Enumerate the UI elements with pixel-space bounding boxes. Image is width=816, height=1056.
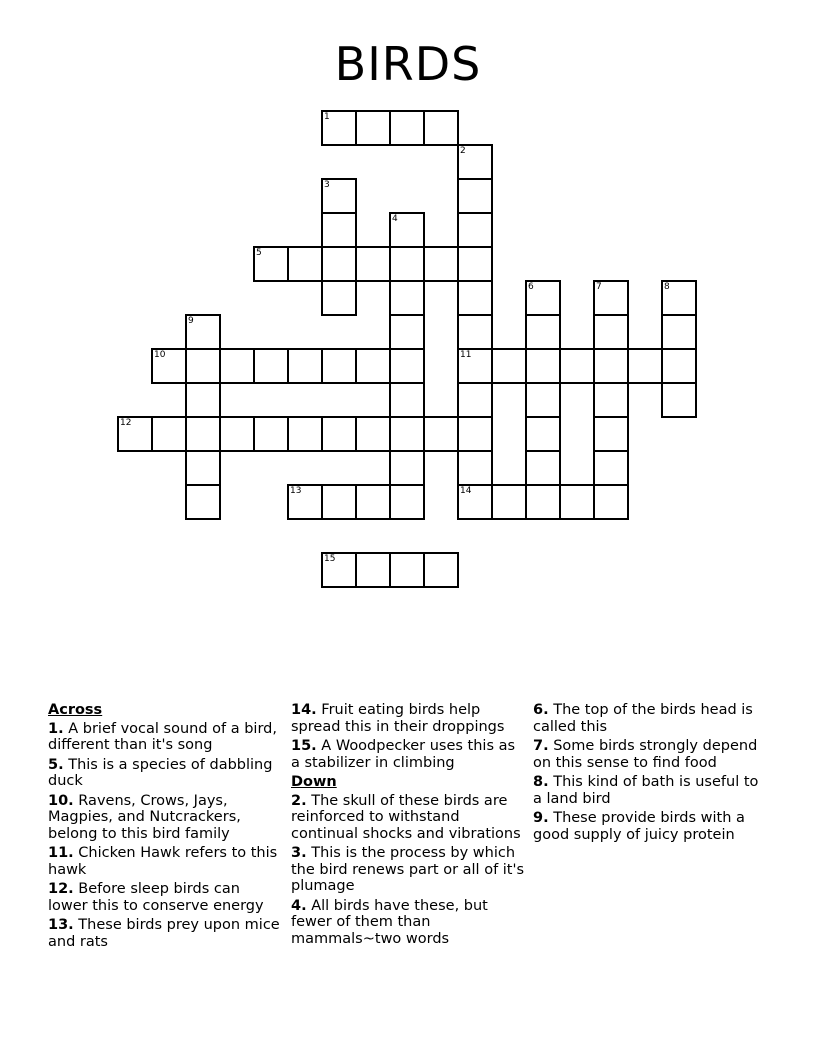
- clue-text: All birds have these, but fewer of them than mammals~two words: [291, 897, 488, 947]
- clue-number: 5: [256, 248, 262, 258]
- grid-cell[interactable]: [118, 417, 152, 451]
- clue-item: [291, 845, 527, 895]
- grid-cell[interactable]: [526, 281, 560, 315]
- grid-cell[interactable]: [322, 111, 356, 145]
- clue-text: Fruit eating birds help spread this in their droppings: [291, 702, 505, 735]
- grid-cell[interactable]: [322, 281, 356, 315]
- clue-text: A brief vocal sound of a bird, different than it's song: [48, 720, 277, 753]
- clue-number: 12: [120, 418, 132, 428]
- clue-number: 15: [324, 554, 336, 564]
- grid-cell[interactable]: [322, 417, 356, 451]
- grid-cell[interactable]: [526, 349, 560, 383]
- grid-cell[interactable]: [560, 485, 594, 519]
- grid-cell[interactable]: [594, 315, 628, 349]
- grid-cell[interactable]: [186, 417, 220, 451]
- grid-cell[interactable]: [458, 451, 492, 485]
- grid-cell[interactable]: [322, 349, 356, 383]
- grid-cell[interactable]: [288, 349, 322, 383]
- clue-text: This is a species of dabbling duck: [48, 756, 273, 789]
- grid-cell[interactable]: [560, 349, 594, 383]
- grid-cell[interactable]: [390, 247, 424, 281]
- grid-cell[interactable]: [458, 247, 492, 281]
- grid-cell[interactable]: [594, 281, 628, 315]
- grid-cell[interactable]: [662, 281, 696, 315]
- clue-item: [48, 845, 284, 878]
- clue-number: 2: [460, 146, 466, 156]
- clue-number: 10: [154, 350, 166, 360]
- clue-number-label: 8.: [533, 774, 549, 790]
- clue-number-label: 13.: [48, 917, 74, 933]
- clue-text: These birds prey upon mice and rats: [48, 917, 280, 950]
- grid-cell[interactable]: [458, 213, 492, 247]
- grid-cell[interactable]: [390, 383, 424, 417]
- clue-number: 8: [664, 282, 670, 292]
- grid-cell[interactable]: [186, 349, 220, 383]
- clue-number: 1: [324, 112, 330, 122]
- grid-cell[interactable]: [186, 383, 220, 417]
- grid-cell[interactable]: [356, 485, 390, 519]
- clue-text: The top of the birds head is called this: [533, 702, 753, 735]
- clue-item: [533, 810, 769, 843]
- grid-cell[interactable]: [390, 111, 424, 145]
- grid-cell[interactable]: [254, 349, 288, 383]
- clue-number: 6: [528, 282, 534, 292]
- grid-cell[interactable]: [220, 349, 254, 383]
- grid-cell[interactable]: [458, 281, 492, 315]
- grid-cell[interactable]: [458, 349, 492, 383]
- grid-cell[interactable]: [186, 315, 220, 349]
- grid-cell[interactable]: [356, 111, 390, 145]
- clue-number-label: 7.: [533, 738, 549, 754]
- grid-cell[interactable]: [526, 315, 560, 349]
- grid-cell[interactable]: [526, 485, 560, 519]
- clue-text: Some birds strongly depend on this sense to find food: [533, 738, 758, 771]
- clue-item: [291, 898, 527, 948]
- grid-cell[interactable]: [220, 417, 254, 451]
- grid-cell[interactable]: [186, 485, 220, 519]
- grid-cell[interactable]: [390, 485, 424, 519]
- clue-number-label: 14.: [291, 702, 317, 718]
- clue-item: [48, 881, 284, 914]
- clue-heading-down: Down: [291, 774, 337, 790]
- grid-cell[interactable]: [390, 213, 424, 247]
- grid-cell[interactable]: [152, 417, 186, 451]
- clue-item: [48, 793, 284, 843]
- grid-cell[interactable]: [322, 213, 356, 247]
- grid-cell[interactable]: [254, 417, 288, 451]
- clue-text: Before sleep birds can lower this to conserve energy: [48, 881, 264, 914]
- grid-cell[interactable]: [424, 111, 458, 145]
- grid-cell[interactable]: [594, 485, 628, 519]
- clue-item: [291, 793, 527, 843]
- clue-text: The skull of these birds are reinforced to withstand continual shocks and vibrations: [291, 792, 521, 842]
- clue-number: 14: [460, 486, 472, 496]
- clue-number: 11: [460, 350, 472, 360]
- grid-cell[interactable]: [628, 349, 662, 383]
- clue-text: This is the process by which the bird renews part or all of it's plumage: [291, 845, 525, 894]
- grid-cell[interactable]: [492, 485, 526, 519]
- clue-number-label: 1.: [48, 720, 64, 737]
- clue-item: [48, 757, 284, 790]
- clue-number: 3: [324, 180, 330, 190]
- clue-number-label: 5.: [48, 756, 64, 773]
- clue-item: [533, 738, 769, 771]
- grid-cell[interactable]: [458, 179, 492, 213]
- grid-cell[interactable]: [288, 417, 322, 451]
- grid-cell[interactable]: [458, 145, 492, 179]
- grid-cell[interactable]: [424, 247, 458, 281]
- grid-cell[interactable]: [390, 417, 424, 451]
- clue-item: [533, 774, 769, 807]
- grid-cell[interactable]: [594, 383, 628, 417]
- grid-cell[interactable]: [186, 451, 220, 485]
- grid-cell[interactable]: [662, 349, 696, 383]
- clue-item: [291, 702, 527, 735]
- clue-item: [291, 738, 527, 771]
- clue-number-label: 15.: [291, 738, 317, 754]
- grid-cell[interactable]: [322, 485, 356, 519]
- clue-text: A Woodpecker uses this as a stabilizer in climbing: [291, 738, 516, 771]
- grid-cell[interactable]: [322, 179, 356, 213]
- grid-cell[interactable]: [492, 349, 526, 383]
- grid-cell[interactable]: [152, 349, 186, 383]
- clue-text: These provide birds with a good supply of juicy protein: [533, 810, 745, 843]
- grid-cell[interactable]: [458, 485, 492, 519]
- grid-cell[interactable]: [594, 349, 628, 383]
- grid-cell[interactable]: [594, 417, 628, 451]
- grid-cell[interactable]: [322, 553, 356, 587]
- clue-number-label: 10.: [48, 792, 74, 809]
- grid-cell[interactable]: [390, 553, 424, 587]
- grid-cell[interactable]: [356, 349, 390, 383]
- clue-item: [48, 917, 284, 950]
- clue-text: Chicken Hawk refers to this hawk: [48, 845, 278, 878]
- grid-cell[interactable]: [390, 315, 424, 349]
- clue-number-label: 6.: [533, 702, 549, 718]
- grid-cell[interactable]: [458, 383, 492, 417]
- grid-cell[interactable]: [254, 247, 288, 281]
- clue-heading-across: Across: [48, 702, 103, 718]
- clue-text: This kind of bath is useful to a land bird: [533, 774, 759, 807]
- grid-cell[interactable]: [390, 349, 424, 383]
- clue-number-label: 3.: [291, 845, 307, 861]
- clue-number-label: 11.: [48, 845, 74, 861]
- grid-cell[interactable]: [458, 315, 492, 349]
- grid-cell[interactable]: [356, 417, 390, 451]
- grid-cell[interactable]: [526, 383, 560, 417]
- grid-cell[interactable]: [526, 417, 560, 451]
- clue-item: [48, 721, 284, 754]
- clue-item: [533, 702, 769, 735]
- clue-number-label: 2.: [291, 792, 307, 809]
- clues-column-3: [533, 702, 769, 846]
- grid-cell[interactable]: [356, 247, 390, 281]
- clue-number-label: 12.: [48, 881, 74, 897]
- grid-cell[interactable]: [662, 383, 696, 417]
- clue-number: 4: [392, 214, 398, 224]
- grid-cell[interactable]: [322, 247, 356, 281]
- clue-number: 7: [596, 282, 602, 292]
- clue-number-label: 4.: [291, 897, 307, 914]
- clues-column-1: [48, 702, 284, 953]
- grid-cell[interactable]: [288, 485, 322, 519]
- grid-cell[interactable]: [390, 281, 424, 315]
- clue-number: 9: [188, 316, 194, 326]
- grid-cell[interactable]: [390, 451, 424, 485]
- clues-column-2: [291, 702, 527, 950]
- clue-text: Ravens, Crows, Jays, Magpies, and Nutcrackers, belong to this bird family: [48, 792, 241, 842]
- grid-cell[interactable]: [424, 553, 458, 587]
- grid-cell[interactable]: [526, 451, 560, 485]
- grid-cell[interactable]: [424, 417, 458, 451]
- page-title: BIRDS: [334, 37, 482, 91]
- clue-number-label: 9.: [533, 810, 549, 826]
- clue-number: 13: [290, 486, 302, 496]
- grid-cell[interactable]: [594, 451, 628, 485]
- grid-cell[interactable]: [662, 315, 696, 349]
- grid-cell[interactable]: [288, 247, 322, 281]
- grid-cell[interactable]: [458, 417, 492, 451]
- grid-cell[interactable]: [356, 553, 390, 587]
